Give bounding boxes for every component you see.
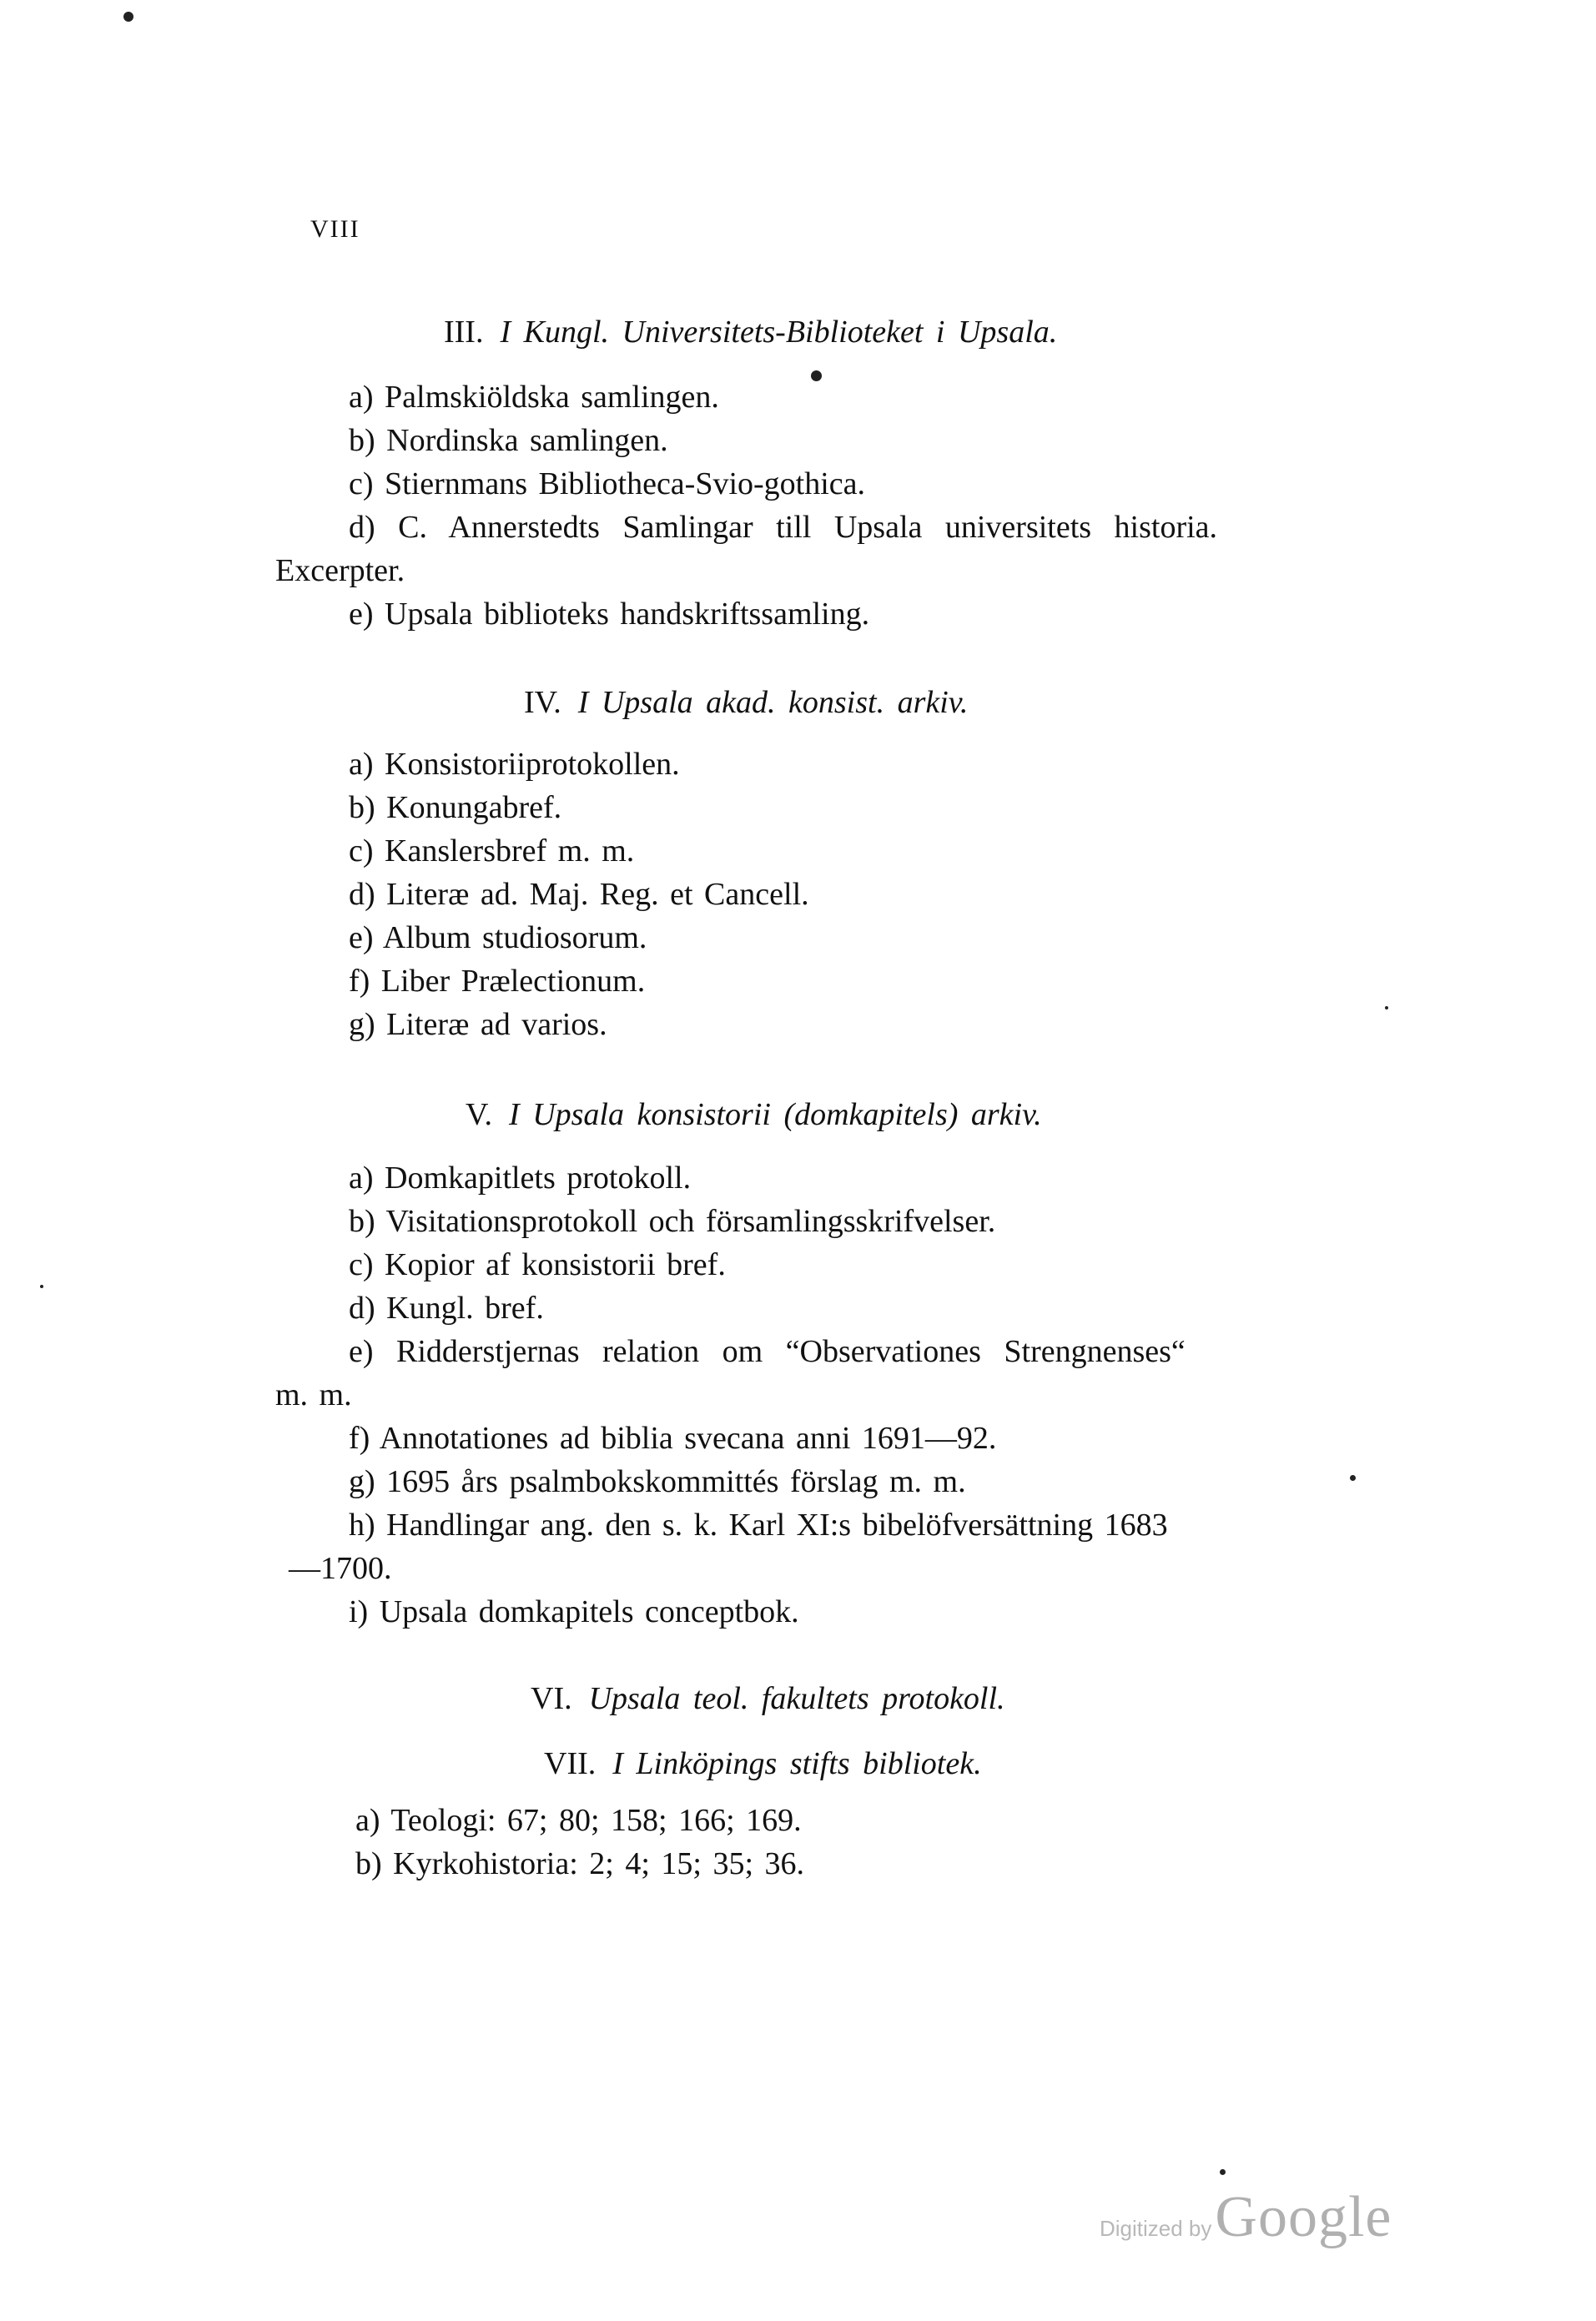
section-title: I Kungl. Universitets-Biblioteket i Upsala. bbox=[500, 315, 1058, 350]
list-item-continuation: m. m. bbox=[275, 1377, 352, 1412]
list-item: b) Visitationsprotokoll och församlingsskrifvelser. bbox=[349, 1204, 996, 1239]
list-item: d) Literæ ad. Maj. Reg. et Cancell. bbox=[349, 877, 809, 912]
list-item: a) Konsistoriiprotokollen. bbox=[349, 747, 680, 782]
list-item: f) Annotationes ad biblia svecana anni 1691—92. bbox=[349, 1421, 997, 1456]
list-item: a) Domkapitlets protokoll. bbox=[349, 1160, 692, 1196]
list-item: b) Nordinska samlingen. bbox=[349, 423, 668, 458]
list-item: c) Stiernmans Bibliotheca-Svio-gothica. bbox=[349, 466, 866, 501]
section-numeral: III. bbox=[444, 315, 484, 350]
section-heading bbox=[524, 684, 968, 721]
section-title: I Linköpings stifts bibliotek. bbox=[612, 1746, 982, 1781]
list-item: e) Album studiosorum. bbox=[349, 920, 647, 955]
google-logo: Google bbox=[1215, 2185, 1392, 2249]
section-title: I Upsala akad. konsist. arkiv. bbox=[577, 685, 969, 720]
section-heading bbox=[544, 1745, 982, 1782]
scan-speck bbox=[123, 12, 133, 22]
section-numeral: IV. bbox=[524, 685, 561, 720]
list-item: g) Literæ ad varios. bbox=[349, 1007, 607, 1042]
scan-speck bbox=[1385, 1006, 1388, 1009]
digitized-watermark bbox=[1100, 2184, 1392, 2251]
list-item: a) Teologi: 67; 80; 158; 166; 169. bbox=[355, 1803, 802, 1838]
list-item: b) Kyrkohistoria: 2; 4; 15; 35; 36. bbox=[355, 1846, 805, 1881]
list-item: e) Upsala biblioteks handskriftssamling. bbox=[349, 597, 870, 632]
list-item-continuation: —1700. bbox=[289, 1551, 392, 1586]
section-heading bbox=[531, 1680, 1005, 1717]
list-item: f) Liber Prælectionum. bbox=[349, 964, 646, 999]
section-heading bbox=[466, 1096, 1042, 1133]
list-item: a) Palmskiöldska samlingen. bbox=[349, 380, 719, 415]
scan-speck bbox=[1350, 1475, 1356, 1481]
list-item: g) 1695 års psalmbokskommittés förslag m. m. bbox=[349, 1464, 966, 1499]
watermark-prefix: Digitized by bbox=[1100, 2216, 1212, 2241]
list-item: c) Kopior af konsistorii bref. bbox=[349, 1247, 726, 1282]
scan-speck bbox=[1220, 2169, 1226, 2175]
list-item: d) C. Annerstedts Samlingar till Upsala universitets historia. bbox=[349, 510, 1218, 545]
list-item: i) Upsala domkapitels conceptbok. bbox=[349, 1594, 799, 1629]
list-item: h) Handlingar ang. den s. k. Karl XI:s bibelöfversättning 1683 bbox=[349, 1508, 1168, 1543]
section-numeral: V. bbox=[466, 1097, 493, 1132]
page-number: VIII bbox=[310, 215, 360, 243]
section-title: I Upsala konsistorii (domkapitels) arkiv. bbox=[509, 1097, 1042, 1132]
list-item: e) Ridderstjernas relation om “Observationes Strengnenses“ bbox=[349, 1334, 1186, 1369]
section-numeral: VII. bbox=[544, 1746, 597, 1781]
list-item: d) Kungl. bref. bbox=[349, 1291, 544, 1326]
list-item: c) Kanslersbref m. m. bbox=[349, 833, 635, 868]
section-heading bbox=[444, 314, 1057, 350]
section-title: Upsala teol. fakultets protokoll. bbox=[588, 1681, 1005, 1716]
section-numeral: VI. bbox=[531, 1681, 572, 1716]
list-item-continuation: Excerpter. bbox=[275, 553, 405, 588]
list-item: b) Konungabref. bbox=[349, 790, 562, 825]
scan-speck bbox=[811, 370, 822, 381]
scan-speck bbox=[40, 1285, 43, 1288]
